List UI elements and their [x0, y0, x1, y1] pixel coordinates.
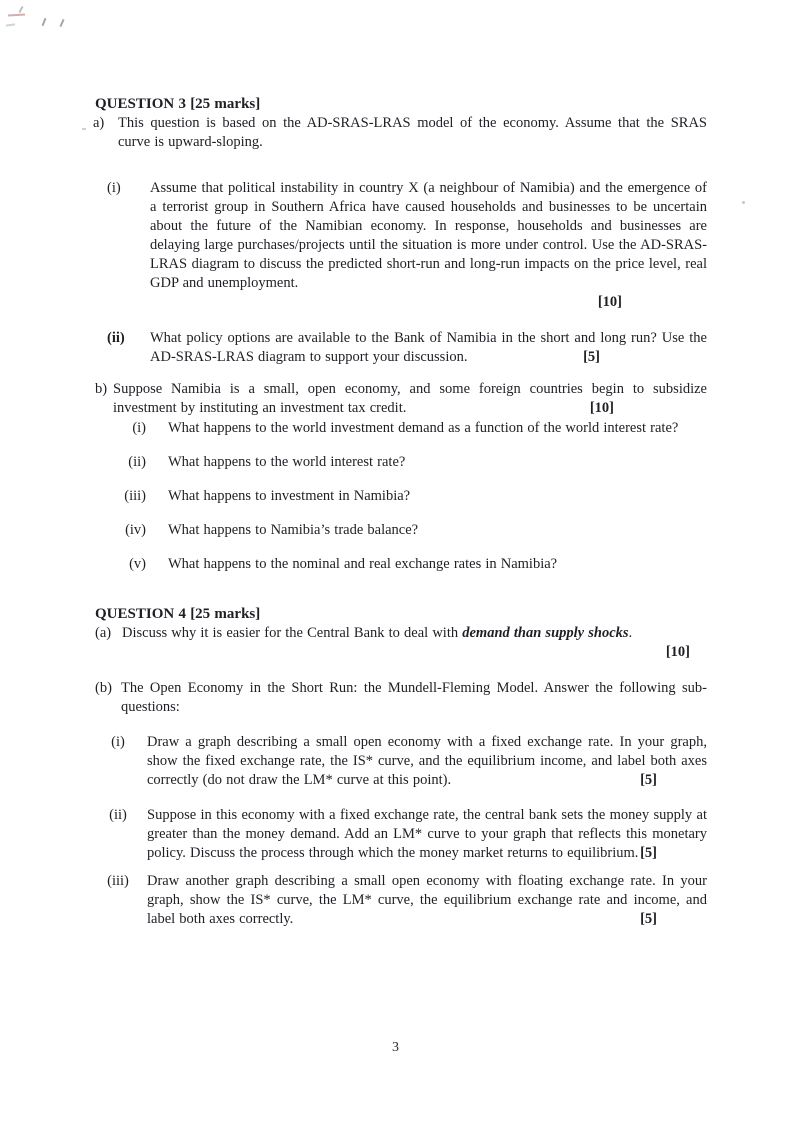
part-label: (b) — [95, 680, 112, 696]
question4-heading: QUESTION 4 [25 marks] — [95, 606, 261, 622]
question3-heading: QUESTION 3 [25 marks] — [95, 96, 261, 112]
question3-b-item-i — [95, 419, 707, 438]
part-intro-text: This question is based on the AD-SRAS-LRAS model of the economy. Assume that the SRAS curve is upward-sloping. — [118, 115, 707, 150]
question3-b-item-iii — [95, 487, 707, 506]
question4-part-b — [95, 679, 707, 717]
question3-a-item-i — [95, 179, 707, 312]
mark-badge: [10] — [597, 294, 622, 310]
scan-mark-squiggle — [6, 23, 15, 26]
part-text-end: . — [628, 625, 633, 641]
question3-a-item-ii — [95, 329, 707, 367]
part-text: Discuss why it is easier for the Central Bank to deal with — [122, 625, 463, 641]
question3-b-item-v — [95, 555, 707, 574]
part-label: (a) — [95, 625, 112, 641]
scan-speck-right-margin — [742, 201, 745, 204]
item-text: What policy options are available to the Bank of Namibia in the short and long run? Use the AD-SRAS-LRAS diagram to support your discussion. [5] — [150, 330, 707, 365]
mark-badge: [10] — [665, 644, 690, 660]
item-label: (v) — [129, 556, 146, 572]
item-label: (i) — [132, 420, 146, 436]
item-text: Assume that political instability in country X (a neighbour of Namibia) and the emergence of a terrorist group in Southern Africa have caused households and businesses to be uncertain about the future of the Namibian economy. In response, households and businesses are delaying large purchases/projects until the situation is more under control. Use the AD-SRAS-LRAS diagram to discuss the predicted short-run and long-run impacts on the price level, real GDP and unemployment. [10] — [150, 180, 707, 310]
item-text: Suppose in this economy with a fixed exchange rate, the central bank sets the money supply at greater than the money demand. Add an LM* curve to your graph that reflects this monetary policy. Discuss the process through which the money market returns to equilibrium. [5] — [147, 807, 707, 861]
item-label: (i) — [107, 180, 121, 196]
question3-part-a — [95, 114, 707, 152]
scan-speck-left-margin — [82, 128, 86, 130]
scan-mark-tick-1 — [42, 18, 47, 26]
question3-part-b — [95, 380, 707, 418]
mark-badge: [5] — [640, 911, 657, 927]
emphasis-text: demand than supply shocks — [462, 625, 629, 641]
question4-b-item-ii — [95, 806, 707, 863]
item-text: What happens to investment in Namibia? — [168, 488, 411, 504]
item-label: (iv) — [125, 522, 146, 538]
item-text: What happens to the world investment demand as a function of the world interest rate? — [168, 420, 679, 436]
mark-badge: [5] — [583, 349, 600, 365]
item-label: (iii) — [124, 488, 146, 504]
question4-part-a — [95, 624, 707, 662]
item-label: (ii) — [107, 330, 125, 346]
part-intro-text: The Open Economy in the Short Run: the Mundell-Fleming Model. Answer the following sub-questions: — [121, 680, 707, 715]
item-label: (ii) — [128, 454, 146, 470]
question4-b-item-i — [95, 733, 707, 790]
question4-b-item-iii — [95, 872, 707, 929]
mark-badge: [5] — [640, 772, 657, 788]
document-body — [95, 95, 707, 929]
item-label: (i) — [111, 734, 125, 750]
mark-badge: [10] — [589, 400, 614, 416]
part-label: b) — [95, 381, 108, 397]
item-text: Draw a graph describing a small open economy with a fixed exchange rate. In your graph, show the fixed exchange rate, the IS* curve, and the equilibrium income, and label both axes correctly (do not draw the LM* curve at this point). [5] — [147, 734, 707, 788]
question3-b-item-iv — [95, 521, 707, 540]
item-text: What happens to Namibia’s trade balance? — [168, 522, 419, 538]
scan-mark-tick-2 — [59, 19, 64, 27]
mark-badge: [5] — [640, 845, 657, 861]
page-number: 3 — [392, 1040, 399, 1055]
item-text: Draw another graph describing a small open economy with floating exchange rate. In your graph, show the IS* curve, the LM* curve, the equilibrium exchange rate and income, and label both axes correctly. [5] — [147, 873, 707, 927]
item-text: What happens to the world interest rate? — [168, 454, 406, 470]
scan-mark-slash — [18, 6, 23, 13]
part-intro-text: Suppose Namibia is a small, open economy, and some foreign countries begin to subsidize investment by instituting an investment tax credit. — [113, 381, 707, 416]
item-text: What happens to the nominal and real exchange rates in Namibia? — [168, 556, 558, 572]
item-label: (iii) — [107, 873, 129, 889]
question3-b-item-ii — [95, 453, 707, 472]
item-label: (ii) — [109, 807, 127, 823]
scan-mark-red-line — [8, 14, 25, 17]
part-label: a) — [93, 115, 105, 131]
